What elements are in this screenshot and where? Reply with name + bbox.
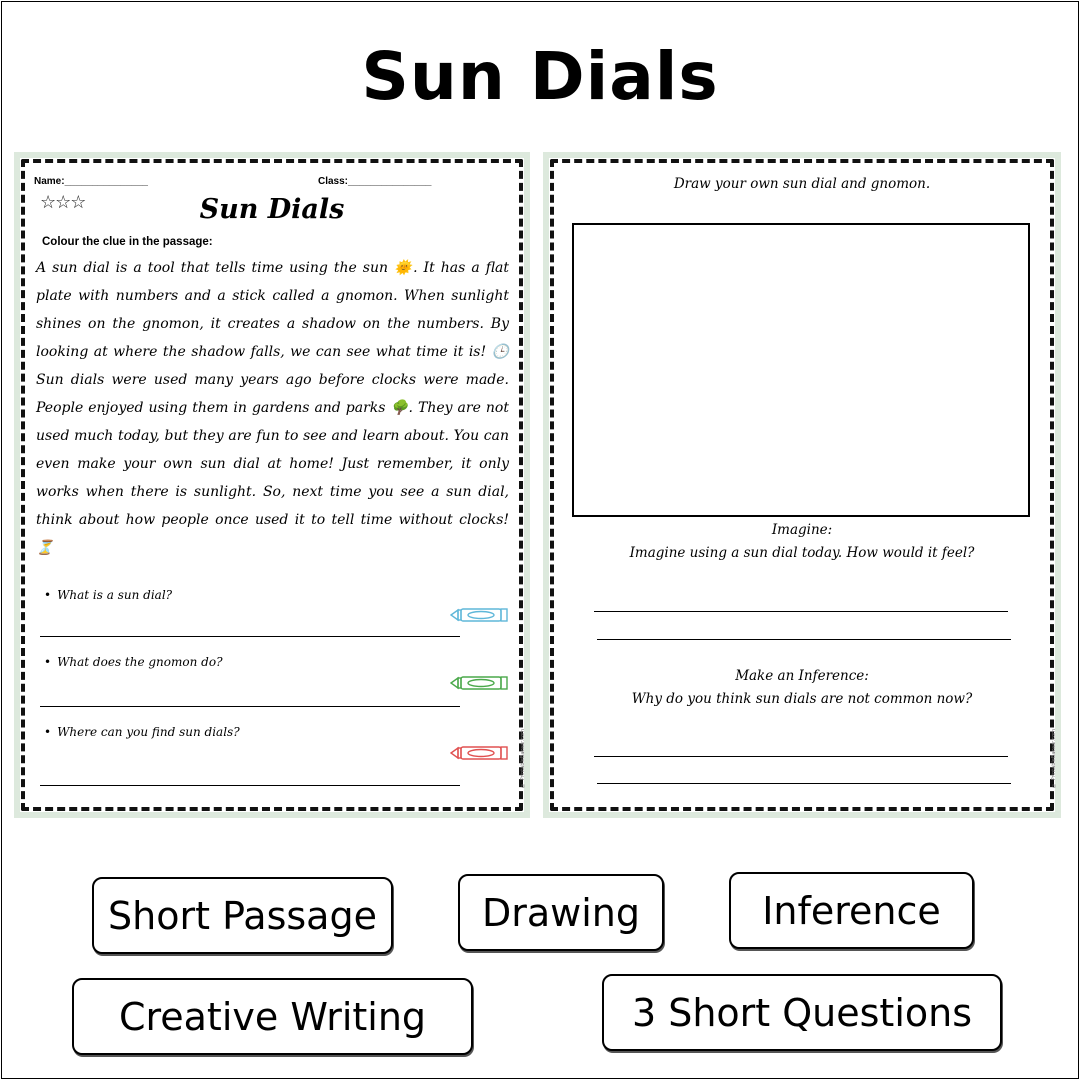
writing-line[interactable] <box>594 756 1008 757</box>
tag-3-short-questions: 3 Short Questions <box>602 974 1002 1051</box>
copyright-text: © PrintableBazaar.com <box>520 729 526 788</box>
tag-drawing: Drawing <box>458 874 664 951</box>
tag-short-passage: Short Passage <box>92 877 393 954</box>
answer-line-3[interactable] <box>40 785 460 786</box>
writing-line[interactable] <box>597 783 1011 784</box>
rating-stars-icon: ☆☆☆ <box>40 192 86 213</box>
tag-inference: Inference <box>729 872 974 949</box>
question-3 <box>44 725 240 739</box>
main-title: Sun Dials <box>361 38 719 115</box>
question-text: What does the gnomon do? <box>57 655 223 669</box>
red-crayon-icon <box>450 745 508 761</box>
blue-crayon-icon <box>450 607 508 623</box>
name-field-label: Name:_______________ <box>34 176 148 187</box>
question-text: Where can you find sun dials? <box>57 725 240 739</box>
draw-prompt: Draw your own sun dial and gnomon. <box>673 176 931 192</box>
answer-line-1[interactable] <box>40 636 460 637</box>
answer-line-2[interactable] <box>40 706 460 707</box>
bullet: • <box>44 655 52 669</box>
writing-line[interactable] <box>597 639 1011 640</box>
imagine-question: Imagine using a sun dial today. How would it feel? <box>629 545 975 561</box>
bullet: • <box>44 588 52 602</box>
inference-heading: Make an Inference: <box>735 668 869 684</box>
reading-passage: A sun dial is a tool that tells time using the sun 🌞. It has a flat plate with numbers and a stick called a gnomon. When sunlight shines on the gnomon, it creates a shadow on the numbers. By looking at where the shadow falls, we can see what time it is! 🕒 Sun dials were used many years ago before clocks were made. People enjoyed using them in gardens and parks 🌳. They are not used much today, but they are fun to see and learn about. You can even make your own sun dial at home! Just remember, it only works when there is sunlight. So, next time you see a sun dial, think about how people once used it to tell time without clocks! ⏳ <box>36 260 509 556</box>
question-2 <box>44 655 223 669</box>
drawing-box[interactable] <box>572 223 1030 517</box>
green-crayon-icon <box>450 675 508 691</box>
instruction-text: Colour the clue in the passage: <box>42 236 213 248</box>
worksheet-page-passage <box>14 152 530 818</box>
inference-question: Why do you think sun dials are not common now? <box>631 691 973 707</box>
class-field-label: Class:_______________ <box>318 176 432 187</box>
tag-creative-writing: Creative Writing <box>72 978 473 1055</box>
worksheet-title: Sun Dials <box>199 194 345 225</box>
imagine-heading: Imagine: <box>771 522 833 538</box>
worksheet-page-activities <box>543 152 1061 818</box>
question-text: What is a sun dial? <box>57 588 173 602</box>
question-1 <box>44 588 172 602</box>
bullet: • <box>44 725 52 739</box>
copyright-text: © PrintableBazaar.com <box>1051 729 1057 788</box>
writing-line[interactable] <box>594 611 1008 612</box>
